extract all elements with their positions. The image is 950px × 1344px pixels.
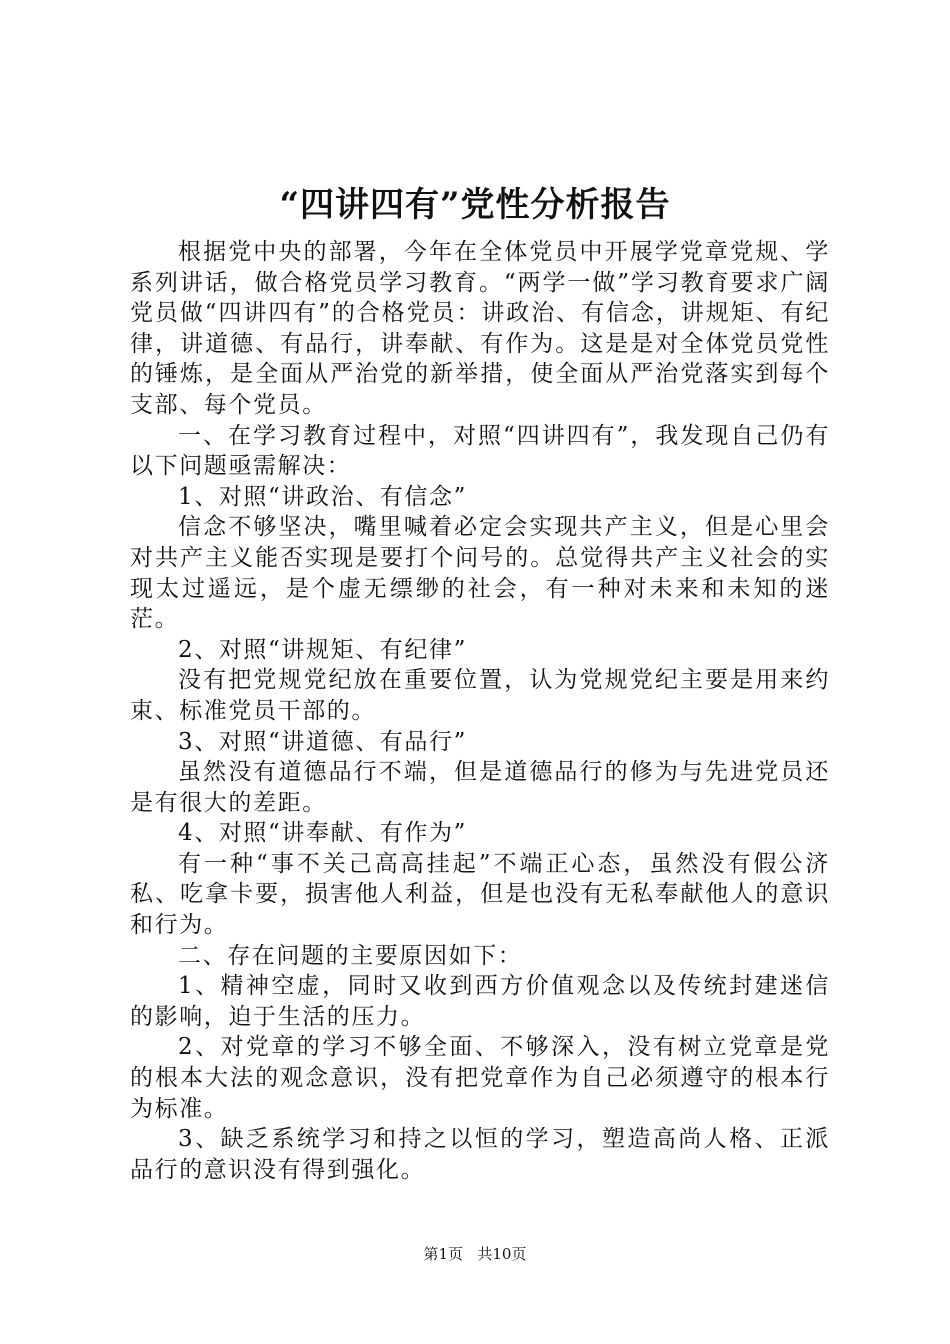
- document-body: [130, 237, 830, 1185]
- paragraph: 信念不够坚决，嘴里喊着必定会实现共产主义，但是心里会对共产主义能否实现是要打个问号的。总觉得共产主义社会的实现太过遥远，是个虚无缥缈的社会，有一种对未来和未知的迷茫。: [130, 514, 830, 633]
- paragraph: 根据党中央的部署，今年在全体党员中开展学党章党规、学系列讲话，做合格党员学习教育。“两学一做”学习教育要求广阔党员做“四讲四有”的合格党员：讲政治、有信念，讲规矩、有纪律，讲道德、有品行，讲奉献、有作为。这是是对全体党员党性的锤炼，是全面从严治党的新举措，使全面从严治党落实到每个支部、每个党员。: [130, 239, 830, 418]
- page-footer: [0, 1244, 950, 1264]
- paragraph: 1、精神空虚，同时又收到西方价值观念以及传统封建迷信的影响，迫于生活的压力。: [130, 973, 830, 1030]
- section-heading: 一、在学习教育过程中，对照“四讲四有”，我发现自己仍有以下问题亟需解决：: [130, 422, 830, 480]
- paragraph: 有一种“事不关己高高挂起”不端正心态，虽然没有假公济私、吃拿卡要，损害他人利益，但是也没有无私奉献他人的意识和行为。: [130, 850, 830, 939]
- sub-heading: 4、对照“讲奉献、有作为”: [178, 820, 467, 847]
- paragraph: 3、缺乏系统学习和持之以恒的学习，塑造高尚人格、正派品行的意识没有得到强化。: [130, 1126, 830, 1183]
- document-title: “四讲四有”党性分析报告: [279, 185, 671, 225]
- sub-heading: 1、对照“讲政治、有信念”: [178, 483, 467, 510]
- section-heading: 二、存在问题的主要原因如下：: [178, 942, 523, 969]
- page-total: 共10页: [477, 1245, 527, 1263]
- paragraph: 虽然没有道德品行不端，但是道德品行的修为与先进党员还是有很大的差距。: [130, 759, 830, 816]
- paragraph: 2、对党章的学习不够全面、不够深入，没有树立党章是党的根本大法的观念意识，没有把党章作为自己必须遵守的根本行为标准。: [130, 1034, 830, 1122]
- sub-heading: 2、对照“讲规矩、有纪律”: [178, 636, 467, 663]
- paragraph: 没有把党规党纪放在重要位置，认为党规党纪主要是用来约束、标准党员干部的。: [130, 667, 830, 724]
- sub-heading: 3、对照“讲道德、有品行”: [178, 728, 467, 755]
- page-number: 第1页: [423, 1245, 464, 1263]
